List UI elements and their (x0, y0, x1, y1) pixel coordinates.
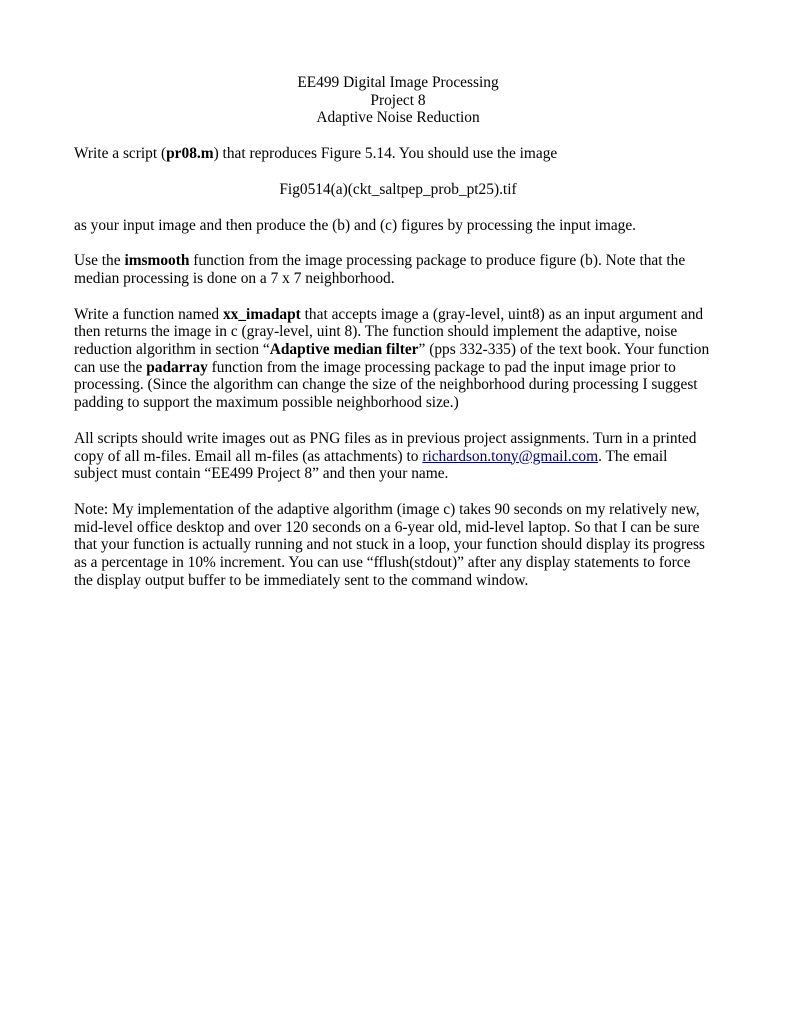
paragraph-line: processing. (Since the algorithm can change the size of the neighborhood during processing I suggest (74, 376, 698, 394)
paragraph-line: subject must contain “EE499 Project 8” and then your name. (74, 465, 449, 483)
paragraph-line: padding to support the maximum possible neighborhood size.) (74, 394, 459, 412)
text-segment: ) that reproduces Figure 5.14. You should use the image (213, 145, 558, 163)
text-segment: function from the image processing package to pad the input image prior to (207, 358, 676, 376)
text-segment: . The email (598, 447, 668, 465)
document-page (74, 74, 722, 589)
project-topic: Adaptive Noise Reduction (316, 109, 480, 127)
function-name-padarray: padarray (146, 358, 208, 376)
text-segment: that accepts image a (gray-level, uint8) as an input argument and (300, 305, 704, 323)
paragraph-input-image (74, 217, 722, 235)
script-name: pr08.m (166, 145, 214, 163)
text-segment: Write a function named (74, 305, 223, 323)
paragraph-line: as a percentage in 10% increment. You can use “fflush(stdout)” after any display statements to force (74, 554, 691, 572)
paragraph-script-instructions (74, 145, 722, 163)
text-segment: function from the image processing package to produce figure (b). Note that the (189, 252, 686, 270)
paragraph-line (74, 252, 722, 270)
paragraph-line: that your function is actually running and not stuck in a loop, your function should display its progress (74, 536, 705, 554)
paragraph-line: All scripts should write images out as PNG files as in previous project assignments. Turn in a printed (74, 429, 697, 447)
paragraph-imsmooth (74, 252, 722, 287)
function-name-imsmooth: imsmooth (124, 252, 190, 270)
text-segment: reduction algorithm in section “ (74, 341, 270, 359)
paragraph-line: then returns the image in c (gray-level, uint 8). The function should implement the adaptive, noise (74, 323, 678, 341)
paragraph-line (74, 448, 722, 466)
text-segment: ” (pps 332-335) of the text book. Your function (418, 341, 710, 359)
paragraph-note (74, 501, 722, 590)
text-segment: Use the (74, 252, 125, 270)
text-segment: can use the (74, 358, 147, 376)
function-name-xx-imadapt: xx_imadapt (222, 305, 301, 323)
paragraph-line: median processing is done on a 7 x 7 neighborhood. (74, 269, 395, 287)
course-title: EE499 Digital Image Processing (297, 74, 499, 91)
paragraph-line (74, 145, 722, 163)
paragraph-line: Note: My implementation of the adaptive algorithm (image c) takes 90 seconds on my relatively new, (74, 500, 700, 518)
paragraph-submission (74, 430, 722, 483)
document-header (74, 74, 722, 127)
paragraph-line: mid-level office desktop and over 120 seconds on a 6-year old, mid-level laptop. So that I can be sure (74, 518, 700, 536)
paragraph-line: as your input image and then produce the (b) and (c) figures by processing the input image. (74, 216, 637, 234)
input-image-filename: Fig0514(a)(ckt_saltpep_prob_pt25).tif (279, 180, 517, 198)
paragraph-adaptive-function (74, 306, 722, 412)
email-link[interactable]: richardson.tony@gmail.com (422, 447, 599, 465)
paragraph-line (74, 306, 722, 324)
paragraph-line: the display output buffer to be immediately sent to the command window. (74, 571, 529, 589)
paragraph-line (74, 341, 722, 359)
project-number: Project 8 (370, 91, 426, 109)
paragraph-line (74, 359, 722, 377)
text-segment: copy of all m-files. Email all m-files (as attachments) to (74, 447, 423, 465)
section-name: Adaptive median filter (269, 341, 419, 359)
text-segment: Write a script ( (74, 145, 167, 163)
